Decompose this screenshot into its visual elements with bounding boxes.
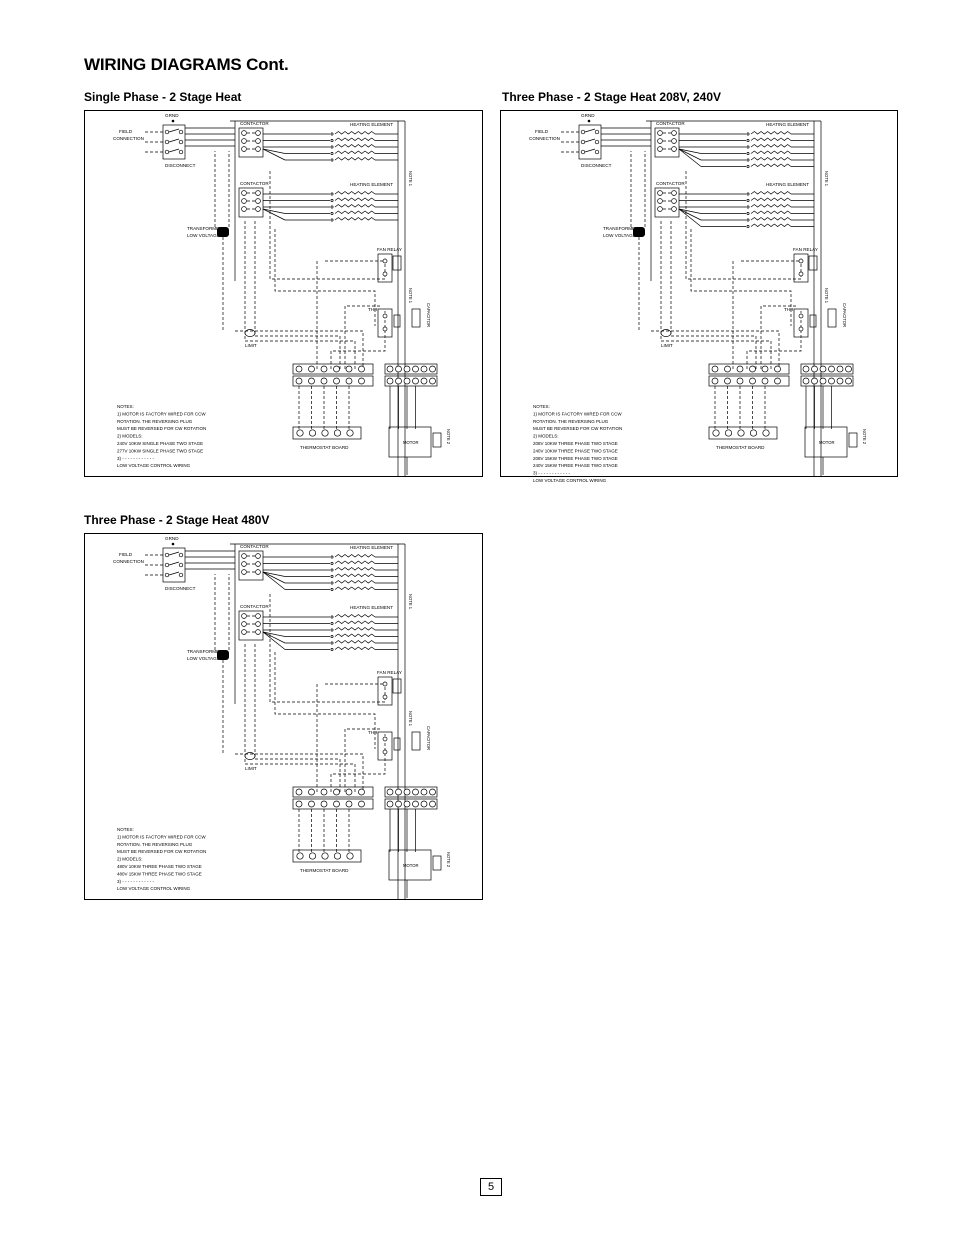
contactor-1-label: CONTACTOR xyxy=(240,544,269,549)
note-line: 277V 10KW SINGLE PHASE TWO STAGE xyxy=(117,448,204,454)
motor-label: MOTOR xyxy=(819,440,835,445)
field-label: FIELD xyxy=(535,129,549,134)
limit-switch xyxy=(661,330,671,337)
note-line: ROTATION. THE REVERSING PLUG xyxy=(117,418,193,424)
transformer-low-voltage-label: LOW VOLTAGE xyxy=(603,233,636,238)
note-2-vertical-label: NOTE 2 xyxy=(862,429,867,445)
capacitor xyxy=(412,309,420,327)
transformer-low-voltage-label: LOW VOLTAGE xyxy=(187,656,220,661)
field-connection-label: CONNECTION xyxy=(113,559,144,564)
note-line: 3) - - - - - - - - - - - - xyxy=(117,455,154,461)
transformer-label: TRANSFORMER xyxy=(187,226,223,231)
diagram-caption-three-phase-480: Three Phase - 2 Stage Heat 480V xyxy=(84,513,270,527)
note-line: LOW VOLTAGE CONTROL WIRING xyxy=(533,478,607,483)
wiring-notes xyxy=(533,404,622,483)
ground-label: GRND xyxy=(581,113,595,118)
note-1-vertical-label: NOTE 1 xyxy=(824,171,829,187)
note-line: 1) MOTOR IS FACTORY WIRED FOR CCW xyxy=(533,411,622,417)
thermostat-board-label: THERMOSTAT BOARD xyxy=(716,445,765,450)
capacitor-label: CAPACITOR xyxy=(842,303,847,328)
motor-label: MOTOR xyxy=(403,440,419,445)
field-label: FIELD xyxy=(119,129,133,134)
heating-element-1-label: HEATING ELEMENT xyxy=(766,122,810,127)
limit-label: LIMIT xyxy=(661,343,673,348)
note-line: 480V 10KW THREE PHASE TWO STAGE xyxy=(117,864,202,869)
transformer-label: TRANSFORMER xyxy=(603,226,639,231)
field-connection-label: CONNECTION xyxy=(113,136,144,141)
heating-element-1-label: HEATING ELEMENT xyxy=(350,122,394,127)
thr-label: THR xyxy=(368,730,378,735)
note-line: 2) MODELS: xyxy=(117,433,143,439)
note-1-vertical-label: NOTE 1 xyxy=(408,171,413,187)
contactor-2-label: CONTACTOR xyxy=(240,604,269,609)
fan-relay xyxy=(794,254,808,282)
capacitor xyxy=(828,309,836,327)
wiring-schematic xyxy=(85,534,481,898)
heating-element-1-label: HEATING ELEMENT xyxy=(350,545,394,550)
disconnect-label: DISCONNECT xyxy=(165,163,196,168)
note-line: MUST BE REVERSED FOR CW ROTATION xyxy=(533,426,623,432)
disconnect-label: DISCONNECT xyxy=(581,163,612,168)
note-1b-vertical-label: NOTE 1 xyxy=(408,288,413,304)
note-line: 3) - - - - - - - - - - - - xyxy=(533,470,570,476)
note-line: NOTES: xyxy=(117,827,134,832)
note-line: 240V 15KW THREE PHASE TWO STAGE xyxy=(533,463,618,469)
note-line: MUST BE REVERSED FOR CW ROTATION xyxy=(117,426,207,432)
ground-label: GRND xyxy=(165,113,179,118)
note-2-vertical-label: NOTE 2 xyxy=(446,429,451,445)
note-1b-vertical-label: NOTE 1 xyxy=(824,288,829,304)
wiring-schematic xyxy=(501,111,897,483)
capacitor-label: CAPACITOR xyxy=(426,303,431,328)
field-label: FIELD xyxy=(119,552,133,557)
fan-relay xyxy=(378,254,392,282)
transformer-label: TRANSFORMER xyxy=(187,649,223,654)
heating-element-2-label: HEATING ELEMENT xyxy=(350,605,394,610)
note-line: 208V 10KW THREE PHASE TWO STAGE xyxy=(533,441,618,446)
thr-label: THR xyxy=(784,307,794,312)
contactor-2-label: CONTACTOR xyxy=(240,181,269,186)
note-line: NOTES: xyxy=(117,404,134,409)
note-line: 1) MOTOR IS FACTORY WIRED FOR CCW xyxy=(117,834,206,840)
note-line: LOW VOLTAGE CONTROL WIRING xyxy=(117,463,191,469)
note-1-vertical-label: NOTE 1 xyxy=(408,594,413,610)
limit-switch xyxy=(245,753,255,760)
note-line: ROTATION. THE REVERSING PLUG xyxy=(533,418,609,424)
wiring-diagram-three-phase-480 xyxy=(84,533,483,900)
wiring-diagram-single-phase xyxy=(84,110,483,477)
fan-relay-label: FAN RELAY xyxy=(377,247,402,252)
note-2-vertical-label: NOTE 2 xyxy=(446,852,451,868)
capacitor-label: CAPACITOR xyxy=(426,726,431,751)
page-title: WIRING DIAGRAMS Cont. xyxy=(84,55,289,74)
fan-relay-label: FAN RELAY xyxy=(377,670,402,675)
contactor-1-label: CONTACTOR xyxy=(656,121,685,126)
note-line: 2) MODELS: xyxy=(117,856,143,862)
wiring-diagram-three-phase-208-240 xyxy=(500,110,898,483)
transformer-low-voltage-label: LOW VOLTAGE xyxy=(187,233,220,238)
note-line: 1) MOTOR IS FACTORY WIRED FOR CCW xyxy=(117,411,206,417)
thr-label: THR xyxy=(368,307,378,312)
note-line: 480V 15KW THREE PHASE TWO STAGE xyxy=(117,871,202,877)
limit-label: LIMIT xyxy=(245,766,257,771)
field-connection-label: CONNECTION xyxy=(529,136,560,141)
note-line: LOW VOLTAGE CONTROL WIRING xyxy=(117,886,191,892)
contactor-2-label: CONTACTOR xyxy=(656,181,685,186)
limit-label: LIMIT xyxy=(245,343,257,348)
capacitor xyxy=(412,732,420,750)
disconnect-label: DISCONNECT xyxy=(165,586,196,591)
note-line: 208V 15KW THREE PHASE TWO STAGE xyxy=(533,455,618,461)
fan-relay xyxy=(378,677,392,705)
fan-relay-label: FAN RELAY xyxy=(793,247,818,252)
note-1b-vertical-label: NOTE 1 xyxy=(408,711,413,727)
note-line: 240V 10KW THREE PHASE TWO STAGE xyxy=(533,448,618,454)
note-line: 2) MODELS: xyxy=(533,433,559,439)
contactor-1-label: CONTACTOR xyxy=(240,121,269,126)
heating-element-2-label: HEATING ELEMENT xyxy=(766,182,810,187)
motor-label: MOTOR xyxy=(403,863,419,868)
page-number: 5 xyxy=(480,1178,502,1196)
wiring-schematic xyxy=(85,111,481,475)
note-line: NOTES: xyxy=(533,404,550,409)
thermostat-board-label: THERMOSTAT BOARD xyxy=(300,445,349,450)
wiring-notes xyxy=(117,404,206,468)
thermostat-board-label: THERMOSTAT BOARD xyxy=(300,868,349,873)
limit-switch xyxy=(245,330,255,337)
note-line: ROTATION. THE REVERSING PLUG xyxy=(117,841,193,847)
ground-label: GRND xyxy=(165,536,179,541)
note-line: 240V 10KW SINGLE PHASE TWO STAGE xyxy=(117,441,204,446)
wiring-notes xyxy=(117,827,206,891)
heating-element-2-label: HEATING ELEMENT xyxy=(350,182,394,187)
note-line: MUST BE REVERSED FOR CW ROTATION xyxy=(117,849,207,855)
diagram-caption-three-phase-208-240: Three Phase - 2 Stage Heat 208V, 240V xyxy=(502,90,722,104)
note-line: 3) - - - - - - - - - - - - xyxy=(117,878,154,884)
diagram-caption-single-phase: Single Phase - 2 Stage Heat xyxy=(84,90,242,104)
